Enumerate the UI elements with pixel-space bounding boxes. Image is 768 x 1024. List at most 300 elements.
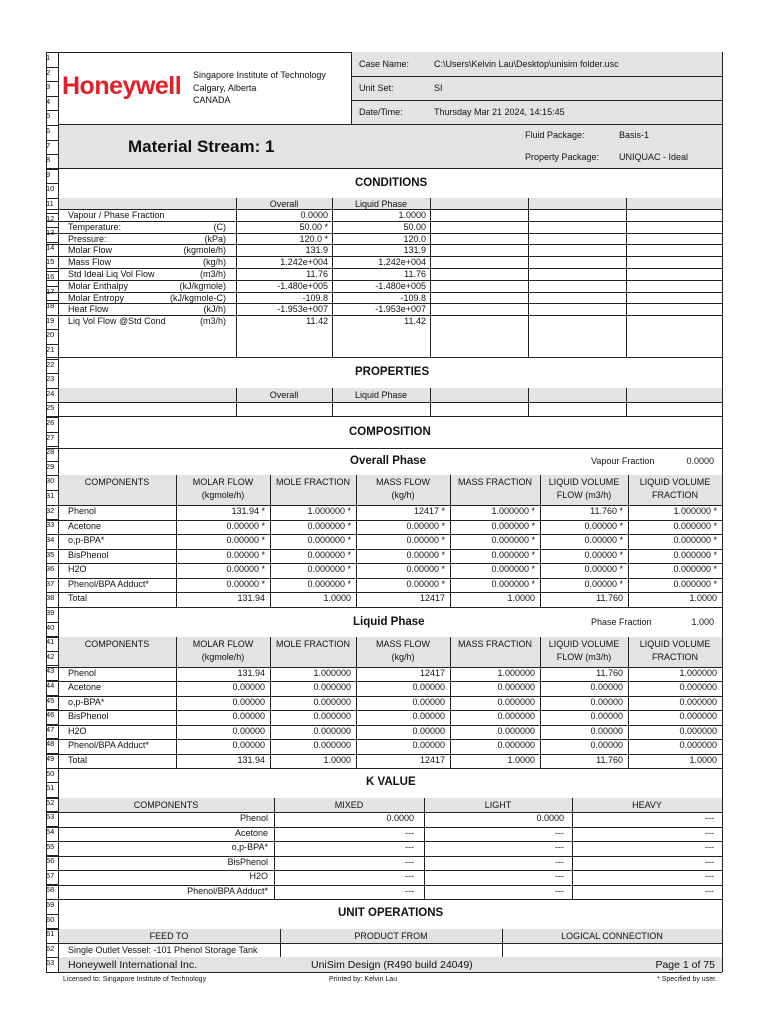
composition-cell: 0.00000 * (226, 535, 265, 546)
composition-cell: 0.000000 * (673, 564, 717, 575)
unit-ops-col-logical: LOGICAL CONNECTION (561, 931, 663, 941)
composition-cell: 11.760 (596, 593, 623, 604)
grid-line (46, 827, 722, 828)
composition-cell: 0.000000 * (491, 535, 535, 546)
composition-cell: 0.000000 (313, 725, 351, 736)
grid-line (236, 198, 237, 357)
conditions-col-overall: Overall (269, 199, 299, 209)
row-number-line (46, 797, 58, 798)
composition-cell: 0.000000 * (307, 520, 351, 531)
composition-cell: 1.0000 (323, 593, 351, 604)
row-number: 58 (46, 885, 55, 895)
grid-line (332, 388, 333, 416)
row-number: 60 (46, 914, 55, 924)
col-header-mole-fraction: MOLE FRACTION (275, 477, 350, 487)
footer-page: Page 1 of 75 (655, 959, 715, 971)
grid-line (46, 841, 722, 842)
footer-specified: * Specified by user. (657, 976, 717, 983)
grid-line (46, 710, 722, 711)
condition-unit: (kg/h) (202, 257, 226, 268)
row-number: 33 (46, 520, 55, 530)
grid-line (46, 244, 722, 245)
row-number: 27 (46, 432, 55, 442)
kvalue-heavy: --- (705, 856, 714, 867)
condition-overall-value: 11.76 (306, 269, 328, 279)
condition-unit: (kJ/h) (203, 304, 226, 315)
row-number-line (46, 271, 58, 272)
grid-line (502, 929, 503, 957)
row-number-line (46, 242, 58, 243)
condition-overall-value: 120.0 * (299, 233, 328, 244)
condition-label: Molar Flow (68, 245, 113, 256)
kvalue-component: o,p-BPA* (231, 842, 268, 852)
row-number: 50 (46, 768, 55, 778)
grid-line (280, 929, 281, 957)
kvalue-col-components: COMPONENTS (133, 800, 199, 810)
condition-label: Heat Flow (68, 304, 109, 315)
org-line-3: CANADA (193, 95, 231, 105)
condition-unit: (kPa) (204, 233, 226, 244)
condition-liquid-value: 11.42 (404, 316, 426, 327)
row-number-line (46, 169, 58, 170)
grid-line (572, 798, 573, 899)
row-number-line (46, 957, 58, 958)
row-number-line (46, 286, 58, 287)
composition-cell: 0.00000 * (406, 549, 445, 560)
grid-line (46, 268, 722, 269)
composition-cell: 0.00000 * (226, 564, 265, 575)
condition-label: Pressure: (68, 233, 107, 244)
row-number-line (46, 680, 58, 681)
row-number: 38 (46, 593, 55, 603)
col-header-mass-fraction: MASS FRACTION (457, 639, 532, 649)
col-header-mass-flow-1: MASS FLOW (375, 639, 430, 649)
composition-cell: 11.760 (596, 754, 623, 765)
row-number: 35 (46, 549, 55, 559)
row-number-line (46, 607, 58, 608)
composition-cell: 1.0000 (507, 593, 535, 604)
row-number: 10 (46, 184, 55, 194)
condition-label: Molar Enthalpy (68, 280, 129, 291)
row-number-line (46, 125, 58, 126)
property-package-label: Property Package: (525, 152, 600, 162)
row-number-line (46, 724, 58, 725)
condition-unit: (kgmole/h) (183, 245, 226, 256)
grid-line (176, 475, 177, 607)
grid-line (46, 607, 722, 608)
condition-label: Vapour / Phase Fraction (68, 210, 165, 220)
grid-line (236, 388, 237, 416)
col-header-molar-flow-2: (kgmole/h) (201, 490, 245, 500)
row-number: 2 (46, 67, 51, 77)
composition-cell: 0.000000 (497, 696, 535, 707)
row-number-line (46, 475, 58, 476)
row-number-line (46, 490, 58, 491)
composition-cell: 0.00000 (412, 682, 445, 693)
condition-label: Mass Flow (68, 257, 112, 268)
kvalue-mixed: --- (405, 827, 414, 838)
conditions-title: CONDITIONS (355, 177, 428, 189)
condition-liquid-value: 11.76 (404, 269, 426, 279)
row-number-line (46, 505, 58, 506)
row-number: 54 (46, 826, 55, 836)
composition-cell: 0.000000 (313, 682, 351, 693)
row-number: 30 (46, 476, 55, 486)
col-header-mass-flow-2: (kg/h) (391, 652, 415, 662)
composition-cell: 1.000000 (497, 668, 535, 678)
row-number: 49 (46, 753, 55, 763)
kvalue-component: H2O (249, 871, 268, 881)
composition-cell: 0.000000 * (673, 535, 717, 546)
kvalue-title: K VALUE (366, 776, 416, 788)
row-number-line (46, 388, 58, 389)
grid-line (46, 681, 722, 682)
grid-line (46, 303, 722, 304)
grid-line (450, 475, 451, 607)
condition-liquid-value: -1.953e+007 (375, 304, 426, 315)
condition-label: Liq Vol Flow @Std Cond (68, 316, 166, 327)
grid-line (46, 943, 722, 944)
col-components-header: COMPONENTS (84, 477, 150, 487)
component-name: H2O (68, 564, 87, 575)
row-number: 36 (46, 564, 55, 574)
row-number: 29 (46, 461, 55, 471)
composition-cell: 131.94 (237, 668, 265, 678)
composition-cell: 0.00000 (232, 711, 265, 722)
component-name: Total (68, 754, 88, 765)
condition-liquid-value: 131.9 (403, 245, 426, 256)
row-number: 14 (46, 242, 55, 252)
row-number-line (46, 110, 58, 111)
composition-cell: 11.760 * (590, 506, 623, 516)
row-number: 55 (46, 841, 55, 851)
composition-cell: 0.00000 (590, 725, 623, 736)
composition-cell: 12417 (419, 754, 445, 765)
composition-cell: 0.000000 (679, 711, 717, 722)
row-number-line (46, 359, 58, 360)
grid-line (430, 388, 431, 416)
grid-line (46, 292, 722, 293)
row-number-line (46, 709, 58, 710)
row-number: 48 (46, 739, 55, 749)
composition-cell: 0.000000 (313, 696, 351, 707)
overall-phase-title: Overall Phase (350, 455, 427, 467)
honeywell-logo: Honeywell (62, 72, 182, 100)
composition-cell: 12417 (419, 668, 445, 678)
col-header-liq-vol-flow-2: FLOW (m3/h) (556, 652, 612, 662)
row-number: 39 (46, 607, 55, 617)
row-number-line (46, 636, 58, 637)
composition-cell: 1.0000 (507, 754, 535, 765)
grid-line (270, 637, 271, 768)
row-number: 4 (46, 96, 51, 106)
conditions-col-liquid: Liquid Phase (354, 199, 408, 209)
unit-ops-feed-to-row: Single Outlet Vessel: -101 Phenol Storage Tank (68, 945, 258, 955)
datetime-label: Date/Time: (359, 107, 403, 117)
condition-overall-value: -109.8 (302, 292, 328, 303)
row-number: 61 (46, 929, 55, 939)
condition-liquid-value: 50.00 (403, 221, 426, 232)
composition-cell: 0.00000 (412, 696, 445, 707)
row-number: 9 (46, 169, 51, 179)
grid-line (528, 388, 529, 416)
row-number-line (46, 563, 58, 564)
row-number-line (46, 373, 58, 374)
row-number-line (46, 768, 58, 769)
component-name: o,p-BPA* (68, 535, 105, 546)
row-number-line (46, 651, 58, 652)
col-header-mass-flow-2: (kg/h) (391, 490, 415, 500)
composition-cell: 0.00000 (232, 696, 265, 707)
row-number: 42 (46, 651, 55, 661)
grid-line (46, 256, 722, 257)
condition-liquid-value: 120.0 (403, 233, 426, 244)
row-number: 5 (46, 111, 51, 121)
component-name: Phenol/BPA Adduct* (68, 578, 149, 589)
composition-cell: 1.000000 * (673, 506, 717, 516)
row-number-line (46, 417, 58, 418)
kvalue-light: --- (555, 871, 564, 881)
composition-cell: 0.00000 * (226, 578, 265, 589)
composition-cell: 0.00000 * (584, 549, 623, 560)
row-number-line (46, 855, 58, 856)
composition-cell: 0.000000 (313, 740, 351, 751)
phase-fraction-value: 1.000 (691, 617, 714, 627)
row-number-line (46, 870, 58, 871)
composition-cell: 1.0000 (323, 754, 351, 765)
composition-cell: 0.000000 (679, 740, 717, 751)
row-number: 45 (46, 695, 55, 705)
col-header-liq-vol-frac-2: FRACTION (652, 490, 698, 500)
condition-overall-value: 131.9 (305, 245, 328, 256)
grid-line (46, 549, 722, 550)
composition-cell: 0.00000 * (584, 535, 623, 546)
row-number: 20 (46, 330, 55, 340)
unit-set-value: SI (434, 83, 443, 93)
row-number: 63 (46, 958, 55, 968)
row-number: 53 (46, 812, 55, 822)
col-header-liq-vol-frac-1: LIQUID VOLUME (639, 477, 711, 487)
composition-cell: 0.00000 (590, 682, 623, 693)
condition-unit: (kJ/kgmole-C) (169, 292, 226, 303)
row-number-line (46, 256, 58, 257)
condition-overall-value: 1.242e+004 (280, 257, 328, 268)
composition-cell: 0.000000 * (673, 549, 717, 560)
liquid-phase-title: Liquid Phase (353, 616, 425, 628)
kvalue-component: Phenol/BPA Adduct* (187, 885, 268, 896)
row-number-line (46, 899, 58, 900)
condition-label: Molar Entropy (68, 292, 125, 303)
composition-cell: 0.000000 (313, 711, 351, 722)
kvalue-col-mixed: MIXED (334, 800, 364, 810)
row-number-line (46, 154, 58, 155)
section-line (46, 448, 722, 449)
composition-cell: 0.00000 (412, 740, 445, 751)
kvalue-light: --- (555, 827, 564, 838)
composition-cell: 1.000000 * (491, 506, 535, 516)
kvalue-mixed: --- (405, 856, 414, 867)
row-number: 7 (46, 140, 51, 150)
condition-label: Std Ideal Liq Vol Flow (68, 269, 155, 279)
row-number-line (46, 140, 58, 141)
stream-title: Material Stream: 1 (128, 137, 275, 156)
grid-line (46, 725, 722, 726)
datetime-value: Thursday Mar 21 2024, 14:15:45 (434, 107, 565, 117)
unit-ops-col-feed-to: FEED TO (149, 931, 189, 941)
row-number: 32 (46, 505, 55, 515)
kvalue-component: Phenol (239, 813, 268, 823)
grid-line (270, 475, 271, 607)
row-number-line (46, 315, 58, 316)
composition-cell: 1.000000 * (307, 506, 351, 516)
composition-cell: 0.00000 (590, 711, 623, 722)
properties-col-overall: Overall (269, 390, 299, 400)
composition-title: COMPOSITION (349, 426, 431, 438)
unit-ops-col-product-from: PRODUCT FROM (354, 931, 428, 941)
phase-fraction-label: Phase Fraction (591, 617, 652, 627)
row-number-line (46, 183, 58, 184)
grid-line (46, 402, 722, 403)
grid-line (528, 198, 529, 357)
composition-cell: 0.000000 * (307, 549, 351, 560)
row-number-line (46, 198, 58, 199)
composition-cell: 0.000000 * (307, 564, 351, 575)
row-number: 31 (46, 491, 55, 501)
composition-cell: 0.00000 (412, 711, 445, 722)
grid-line (46, 578, 722, 579)
grid-line (356, 475, 357, 607)
composition-cell: 11.760 (596, 668, 623, 678)
kvalue-col-heavy: HEAVY (632, 800, 662, 810)
row-number: 24 (46, 388, 55, 398)
row-number-line (46, 446, 58, 447)
grid-line (46, 885, 722, 886)
footer-licensed: Licensed to: Singapore Institute of Technology (63, 976, 207, 983)
row-number: 22 (46, 359, 55, 369)
composition-cell: 0.00000 * (584, 564, 623, 575)
composition-cell: 0.000000 (679, 725, 717, 736)
row-number: 21 (46, 345, 55, 355)
row-number-line (46, 738, 58, 739)
condition-unit: (m3/h) (199, 269, 226, 279)
row-number-line (46, 928, 58, 929)
component-name: o,p-BPA* (68, 696, 105, 707)
row-number: 41 (46, 637, 55, 647)
condition-unit: (C) (213, 221, 226, 232)
col-header-liq-vol-flow-1: LIQUID VOLUME (548, 477, 620, 487)
grid-line (540, 475, 541, 607)
row-number-line (46, 519, 58, 520)
composition-cell: 1.000000 (313, 668, 351, 678)
row-number-line (46, 592, 58, 593)
grid-line (424, 798, 425, 899)
grid-line (46, 899, 722, 900)
row-number-line (46, 753, 58, 754)
component-name: BisPhenol (68, 549, 109, 560)
header-line (351, 100, 722, 101)
row-number: 52 (46, 797, 55, 807)
kvalue-heavy: --- (705, 842, 714, 852)
kvalue-heavy: --- (705, 871, 714, 881)
row-number: 43 (46, 666, 55, 676)
kvalue-heavy: --- (705, 827, 714, 838)
row-number: 57 (46, 870, 55, 880)
row-number: 19 (46, 315, 55, 325)
row-number-line (46, 81, 58, 82)
composition-cell: 0.00000 (590, 740, 623, 751)
condition-liquid-value: -109.8 (400, 292, 426, 303)
kvalue-light: --- (555, 885, 564, 896)
condition-overall-value: 11.42 (306, 316, 328, 327)
composition-cell: 0.00000 * (584, 520, 623, 531)
condition-overall-value: -1.480e+005 (277, 280, 328, 291)
grid-line (46, 520, 722, 521)
component-name: Phenol (68, 668, 97, 678)
composition-cell: 0.000000 (679, 682, 717, 693)
col-header-molar-flow-1: MOLAR FLOW (192, 639, 254, 649)
row-number: 56 (46, 856, 55, 866)
row-number: 18 (46, 301, 55, 311)
grid-line (46, 754, 722, 755)
kvalue-mixed: --- (405, 885, 414, 896)
grid-line (46, 972, 722, 973)
row-number-line (46, 841, 58, 842)
condition-overall-value: 0.0000 (300, 210, 328, 220)
grid-line (46, 870, 722, 871)
kvalue-mixed: 0.0000 (386, 813, 414, 823)
composition-cell: 0.00000 (232, 725, 265, 736)
org-line-1: Singapore Institute of Technology (193, 70, 326, 80)
composition-cell: 0.000000 (497, 682, 535, 693)
row-number: 17 (46, 286, 55, 296)
grid-line (46, 563, 722, 564)
vapour-fraction-label: Vapour Fraction (591, 456, 655, 466)
footer-software: UniSim Design (R490 build 24049) (311, 959, 473, 971)
kvalue-mixed: --- (405, 842, 414, 852)
properties-title: PROPERTIES (355, 366, 430, 378)
composition-cell: 0.00000 (412, 725, 445, 736)
org-line-2: Calgary, Alberta (193, 83, 257, 93)
row-number-line (46, 300, 58, 301)
row-number: 44 (46, 680, 55, 690)
row-number-line (46, 914, 58, 915)
composition-cell: 0.000000 (497, 711, 535, 722)
composition-cell: 0.000000 * (307, 578, 351, 589)
row-number-line (46, 461, 58, 462)
row-number-line (46, 96, 58, 97)
grid-line (626, 198, 627, 357)
row-number: 26 (46, 418, 55, 428)
row-number-line (46, 811, 58, 812)
footer-printed-by: Printed by: Kelvin Lau (329, 976, 398, 983)
kvalue-col-light: LIGHT (484, 800, 512, 810)
row-number-line (46, 884, 58, 885)
footer-company: Honeywell International Inc. (68, 959, 197, 971)
property-package-value: UNIQUAC - Ideal (619, 152, 689, 162)
component-name: Acetone (68, 682, 102, 693)
composition-cell: 0.00000 * (406, 535, 445, 546)
row-number-line (46, 622, 58, 623)
row-number-line (46, 227, 58, 228)
component-name: BisPhenol (68, 711, 109, 722)
fluid-package-value: Basis-1 (619, 130, 650, 140)
row-number: 8 (46, 155, 51, 165)
kvalue-mixed: --- (405, 871, 414, 881)
grid-line (46, 233, 722, 234)
condition-liquid-value: 1.242e+004 (378, 257, 426, 268)
row-number-line (46, 67, 58, 68)
row-number: 15 (46, 257, 55, 267)
